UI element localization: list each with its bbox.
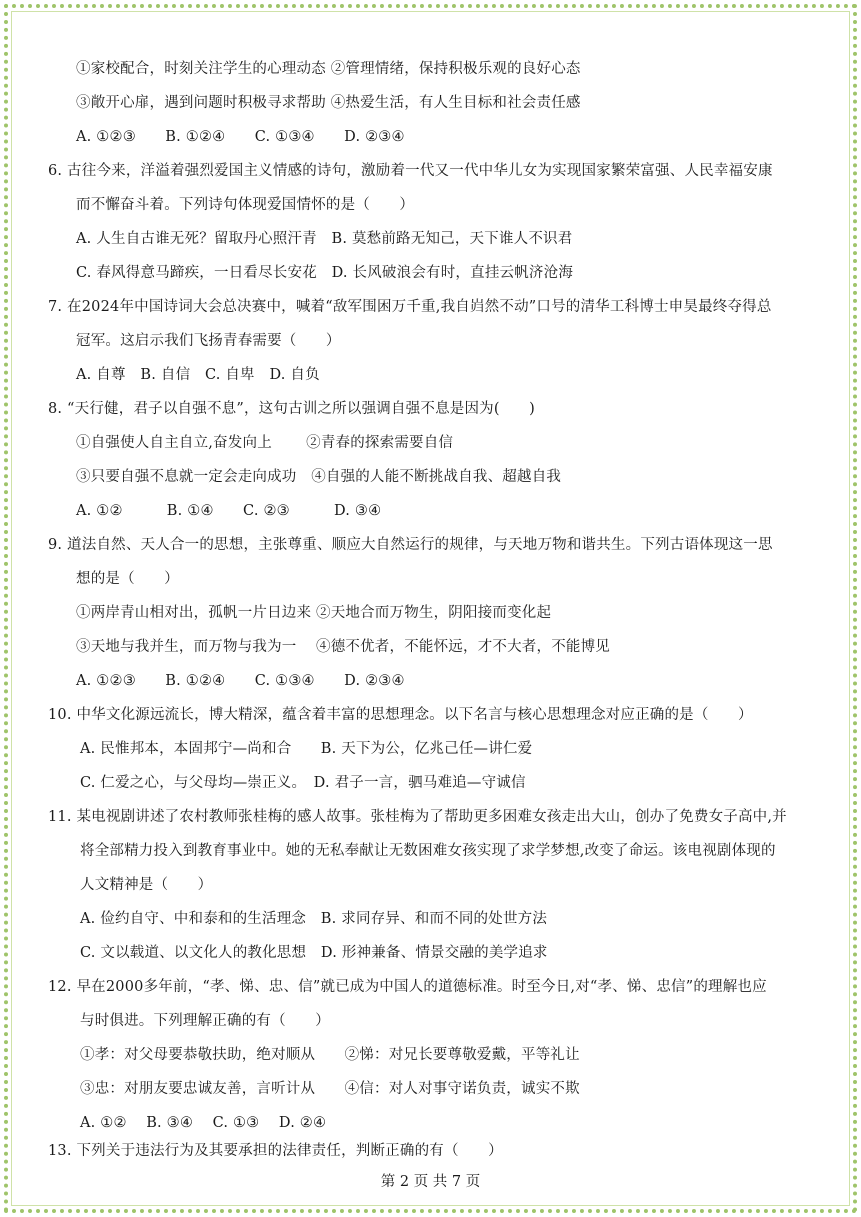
answer-choices: C. 文以载道、以文化人的教化思想 D. 形神兼备、情景交融的美学追求 [80,945,548,961]
question-6: 6. 古往今来，洋溢着强烈爱国主义情感的诗句，激励着一代又一代中华儿女为实现国家繁荣富强、人民幸福安康 [48,163,773,179]
option-line: ①家校配合，时刻关注学生的心理动态 ②管理情绪，保持积极乐观的良好心态 [76,61,581,77]
option-line: ③忠：对朋友要忠诚友善，言听计从 ④信：对人对事守诺负责，诚实不欺 [80,1081,580,1097]
question-7-cont: 冠军。这启示我们飞扬青春需要（ ） [76,333,341,349]
question-12-cont: 与时俱进。下列理解正确的有（ ） [80,1013,330,1029]
answer-choices: A. 自尊 B. 自信 C. 自卑 D. 自负 [76,367,320,383]
answer-choices: C. 仁爱之心，与父母均—崇正义。 D. 君子一言，驷马难追—守诚信 [80,775,526,791]
question-11-cont: 将全部精力投入到教育事业中。她的无私奉献让无数困难女孩实现了求学梦想,改变了命运。该电视剧体现的 [80,843,776,859]
option-line: ③天地与我并生，而万物与我为一 ④德不优者，不能怀远，才不大者，不能博见 [76,639,611,655]
question-11: 11. 某电视剧讲述了农村教师张桂梅的感人故事。张桂梅为了帮助更多困难女孩走出大山，创办了免费女子高中,并 [48,809,787,825]
option-line: ③只要自强不息就一定会走向成功 ④自强的人能不断挑战自我、超越自我 [76,469,562,485]
option-line: ①孝：对父母要恭敬扶助，绝对顺从 ②悌：对兄长要尊敬爱戴，平等礼让 [80,1047,580,1063]
question-9: 9. 道法自然、天人合一的思想，主张尊重、顺应大自然运行的规律，与天地万物和谐共生。下列古语体现这一思 [48,537,773,553]
answer-choices: A. 民惟邦本，本固邦宁—尚和合 B. 天下为公，亿兆己任—讲仁爱 [80,741,533,757]
answer-choices: A. 俭约自守、中和泰和的生活理念 B. 求同存异、和而不同的处世方法 [80,911,548,927]
question-12: 12. 早在2000多年前，“孝、悌、忠、信”就已成为中国人的道德标准。时至今日,对“孝、悌、忠信”的理解也应 [48,979,767,995]
page-footer: 第 2 页 共 7 页 [380,1174,481,1190]
question-13: 13. 下列关于违法行为及其要承担的法律责任，判断正确的有（ ） [48,1143,503,1159]
answer-choices: C. 春风得意马蹄疾，一日看尽长安花 D. 长风破浪会有时，直挂云帆济沧海 [76,265,574,281]
answer-choices: A. ①② B. ③④ C. ①③ D. ②④ [80,1115,327,1131]
option-line: ①两岸青山相对出，孤帆一片日边来 ②天地合而万物生，阴阳接而变化起 [76,605,552,621]
question-9-cont: 想的是（ ） [76,571,179,587]
question-11-cont: 人文精神是（ ） [80,877,213,893]
answer-choices: A. ①② B. ①④ C. ②③ D. ③④ [76,503,382,519]
question-10: 10. 中华文化源远流长，博大精深，蕴含着丰富的思想理念。以下名言与核心思想理念对应正确的是（ ） [48,707,753,723]
option-line: ③敞开心扉，遇到问题时积极寻求帮助 ④热爱生活，有人生目标和社会责任感 [76,95,581,111]
option-line: ①自强使人自主自立,奋发向上 ②青春的探索需要自信 [76,435,454,451]
question-6-cont: 而不懈奋斗着。下列诗句体现爱国情怀的是（ ） [76,197,415,213]
answer-choices: A. ①②③ B. ①②④ C. ①③④ D. ②③④ [76,129,405,145]
answer-choices: A. 人生自古谁无死？留取丹心照汗青 B. 莫愁前路无知己，天下谁人不识君 [76,231,573,247]
answer-choices: A. ①②③ B. ①②④ C. ①③④ D. ②③④ [76,673,405,689]
question-7: 7. 在2024年中国诗词大会总决赛中，喊着“敌军围困万千重,我自岿然不动”口号的清华工科博士申昊最终夺得总 [48,299,772,315]
question-8: 8. “天行健，君子以自强不息”，这句古训之所以强调自强不息是因为( ) [48,401,535,417]
